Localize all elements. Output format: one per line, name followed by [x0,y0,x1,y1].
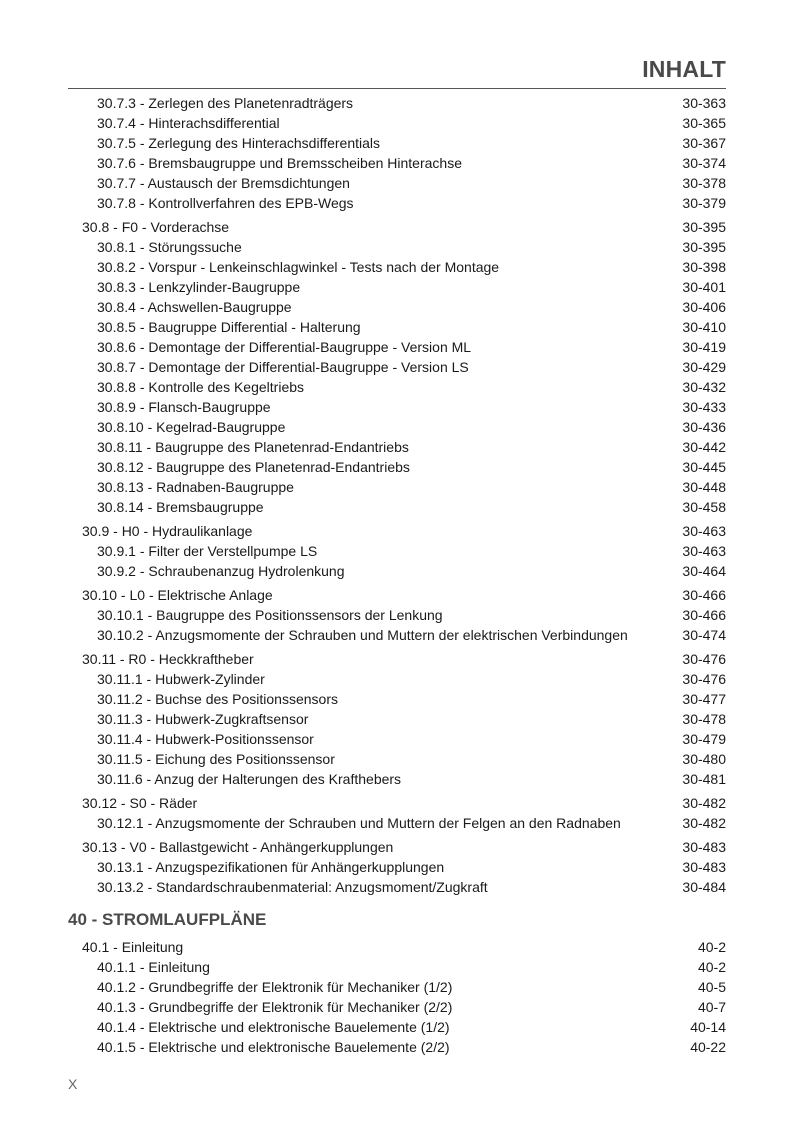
toc-subsection-entry [0,237,794,257]
toc-entry-label: 30.9.1 - Filter der Verstellpumpe LS [97,543,318,559]
toc-subsection-entry [0,257,794,277]
toc-subsection-entry [0,957,794,977]
toc-entry-label: 40.1.4 - Elektrische und elektronische Bauelemente (1/2) [97,1019,450,1035]
toc-chapter-heading [0,907,794,933]
toc-entry-label: 30.13.2 - Standardschraubenmaterial: Anzugsmoment/Zugkraft [97,879,488,895]
toc-entry-label: 40.1.2 - Grundbegriffe der Elektronik für Mechaniker (1/2) [97,979,453,995]
toc-entry-label: 30.13 - V0 - Ballastgewicht - Anhängerkupplungen [82,839,394,855]
toc-subsection-entry [0,497,794,517]
toc-entry-label: 40.1.3 - Grundbegriffe der Elektronik für Mechaniker (2/2) [97,999,453,1015]
toc-section-entry [0,837,794,857]
toc-entry-label: 30.10 - L0 - Elektrische Anlage [82,587,273,603]
toc-entry-page: 30-378 [682,175,726,191]
toc-subsection-entry [0,397,794,417]
toc-entry-label: 30.8.8 - Kontrolle des Kegeltriebs [97,379,305,395]
toc-entry-label: 30.8.4 - Achswellen-Baugruppe [97,299,292,315]
toc-entry-page: 30-484 [682,879,726,895]
toc-entry-label: 30.11.3 - Hubwerk-Zugkraftsensor [97,711,309,727]
toc-entry-label: 40.1 - Einleitung [82,939,184,955]
toc-subsection-entry [0,477,794,497]
page-title: INHALT [642,56,726,82]
toc-entry-page: 30-464 [682,563,726,579]
toc-entry-page: 30-483 [682,839,726,855]
toc-entry-label: 30.7.6 - Bremsbaugruppe und Bremsscheiben Hinterachse [97,155,462,171]
toc-entry-label: 30.8.1 - Störungssuche [97,239,242,255]
toc-subsection-entry [0,1037,794,1057]
toc-subsection-entry [0,417,794,437]
toc-entry-label: 30.9 - H0 - Hydraulikanlage [82,523,253,539]
toc-subsection-entry [0,541,794,561]
toc-entry-label: 30.8.11 - Baugruppe des Planetenrad-Endantriebs [97,439,409,455]
toc-entry-page: 30-474 [682,627,726,643]
toc-subsection-entry [0,669,794,689]
toc-subsection-entry [0,769,794,789]
toc-entry-page: 30-363 [682,95,726,111]
toc-entry-label: 30.12 - S0 - Räder [82,795,198,811]
toc-entry-label: 30.9.2 - Schraubenanzug Hydrolenkung [97,563,345,579]
toc-entry-label: 30.8.2 - Vorspur - Lenkeinschlagwinkel - Tests nach der Montage [97,259,500,275]
toc-entry-page: 30-432 [682,379,726,395]
toc-subsection-entry [0,93,794,113]
toc-entry-page: 30-442 [682,439,726,455]
toc-entry-page: 40-7 [697,999,726,1015]
toc-entry-label: 30.8.3 - Lenkzylinder-Baugruppe [97,279,301,295]
toc-entry-page: 30-477 [682,691,726,707]
toc-entry-page: 30-482 [682,795,726,811]
toc-subsection-entry [0,857,794,877]
toc-subsection-entry [0,133,794,153]
toc-entry-page: 30-445 [682,459,726,475]
toc-entry-label: 30.8.9 - Flansch-Baugruppe [97,399,271,415]
toc-entry-page: 30-482 [682,815,726,831]
toc-entry-label: 30.8.6 - Demontage der Differential-Baugruppe - Version ML [97,339,472,355]
toc-subsection-entry [0,709,794,729]
toc-entry-page: 30-401 [682,279,726,295]
toc-entry-page: 30-448 [682,479,726,495]
header-divider [68,88,726,89]
toc-subsection-entry [0,113,794,133]
toc-subsection-entry [0,437,794,457]
toc-subsection-entry [0,153,794,173]
toc-entry-page: 30-466 [682,607,726,623]
toc-entry-page: 40-2 [697,959,726,975]
toc-entry-page: 30-419 [682,339,726,355]
toc-subsection-entry [0,357,794,377]
toc-entry-label: 30.8.12 - Baugruppe des Planetenrad-Endantriebs [97,459,410,475]
page-number: X [68,1076,78,1092]
toc-entry-label: 30.10.1 - Baugruppe des Positionssensors der Lenkung [97,607,443,623]
toc-entry-label: 30.7.4 - Hinterachsdifferential [97,115,280,131]
toc-entry-page: 30-379 [682,195,726,211]
toc-entry-page: 30-395 [682,219,726,235]
toc-entry-label: 40.1.5 - Elektrische und elektronische Bauelemente (2/2) [97,1039,450,1055]
toc-entry-page: 30-463 [682,543,726,559]
toc-subsection-entry [0,561,794,581]
toc-entry-page: 30-458 [682,499,726,515]
toc-section-entry [0,937,794,957]
toc-subsection-entry [0,457,794,477]
toc-entry-page: 30-481 [682,771,726,787]
toc-subsection-entry [0,729,794,749]
toc-section-entry [0,217,794,237]
toc-entry-page: 40-2 [697,939,726,955]
toc-entry-page: 30-476 [682,651,726,667]
toc-subsection-entry [0,977,794,997]
toc-entry-page: 30-463 [682,523,726,539]
toc-subsection-entry [0,689,794,709]
toc-entry-label: 30.8.14 - Bremsbaugruppe [97,499,264,515]
toc-entry-page: 30-483 [682,859,726,875]
toc-entry-page: 30-365 [682,115,726,131]
toc-entry-label: 40.1.1 - Einleitung [97,959,210,975]
toc-entry-page: 30-433 [682,399,726,415]
toc-entry-page: 30-367 [682,135,726,151]
toc-section-entry [0,793,794,813]
toc-subsection-entry [0,297,794,317]
toc-entry-label: 30.7.3 - Zerlegen des Planetenradträgers [97,95,354,111]
toc-entry-label: 30.11.1 - Hubwerk-Zylinder [97,671,265,687]
toc-entry-page: 30-398 [682,259,726,275]
toc-entry-page: 30-478 [682,711,726,727]
toc-entry-page: 30-436 [682,419,726,435]
toc-subsection-entry [0,625,794,645]
toc-entry-label: 30.8.10 - Kegelrad-Baugruppe [97,419,286,435]
toc-subsection-entry [0,997,794,1017]
toc-entry-page: 40-14 [690,1019,726,1035]
toc-entry-page: 40-22 [690,1039,726,1055]
toc-entry-label: 30.13.1 - Anzugspezifikationen für Anhängerkupplungen [97,859,445,875]
toc-entry-page: 30-480 [682,751,726,767]
toc-entry-label: 30.8.13 - Radnaben-Baugruppe [97,479,294,495]
toc-subsection-entry [0,317,794,337]
toc-entry-page: 30-476 [682,671,726,687]
toc-section-entry [0,649,794,669]
toc-subsection-entry [0,1017,794,1037]
toc-subsection-entry [0,605,794,625]
toc-entry-label: 30.11 - R0 - Heckkraftheber [82,651,254,667]
toc-entry-page: 30-374 [682,155,726,171]
toc-entry-label: 30.11.2 - Buchse des Positionssensors [97,691,338,707]
toc-entry-label: 30.11.6 - Anzug der Halterungen des Krafthebers [97,771,402,787]
toc-entry-page: 30-466 [682,587,726,603]
toc-entry-label: 40 - STROMLAUFPLÄNE [68,910,267,929]
toc-entry-label: 30.11.5 - Eichung des Positionssensor [97,751,335,767]
toc-entry-page: 40-5 [697,979,726,995]
toc-entry-label: 30.10.2 - Anzugsmomente der Schrauben und Muttern der elektrischen Verbindungen [97,627,628,643]
toc-subsection-entry [0,173,794,193]
toc-entry-label: 30.12.1 - Anzugsmomente der Schrauben und Muttern der Felgen an den Radnaben [97,815,621,831]
toc-entry-label: 30.8.7 - Demontage der Differential-Baugruppe - Version LS [97,359,469,375]
toc-entry-label: 30.11.4 - Hubwerk-Positionssensor [97,731,314,747]
toc-entry-page: 30-479 [682,731,726,747]
toc-entry-page: 30-395 [682,239,726,255]
toc-entry-page: 30-429 [682,359,726,375]
toc-subsection-entry [0,277,794,297]
toc-entry-label: 30.8.5 - Baugruppe Differential - Halterung [97,319,361,335]
toc-entry-page: 30-406 [682,299,726,315]
toc-subsection-entry [0,337,794,357]
toc-subsection-entry [0,813,794,833]
toc-entry-label: 30.8 - F0 - Vorderachse [82,219,230,235]
table-of-contents [0,93,794,1057]
toc-section-entry [0,585,794,605]
toc-section-entry [0,521,794,541]
toc-subsection-entry [0,749,794,769]
toc-subsection-entry [0,193,794,213]
toc-entry-label: 30.7.5 - Zerlegung des Hinterachsdifferentials [97,135,381,151]
toc-entry-label: 30.7.7 - Austausch der Bremsdichtungen [97,175,350,191]
toc-entry-page: 30-410 [682,319,726,335]
toc-subsection-entry [0,377,794,397]
toc-subsection-entry [0,877,794,897]
toc-entry-label: 30.7.8 - Kontrollverfahren des EPB-Wegs [97,195,354,211]
